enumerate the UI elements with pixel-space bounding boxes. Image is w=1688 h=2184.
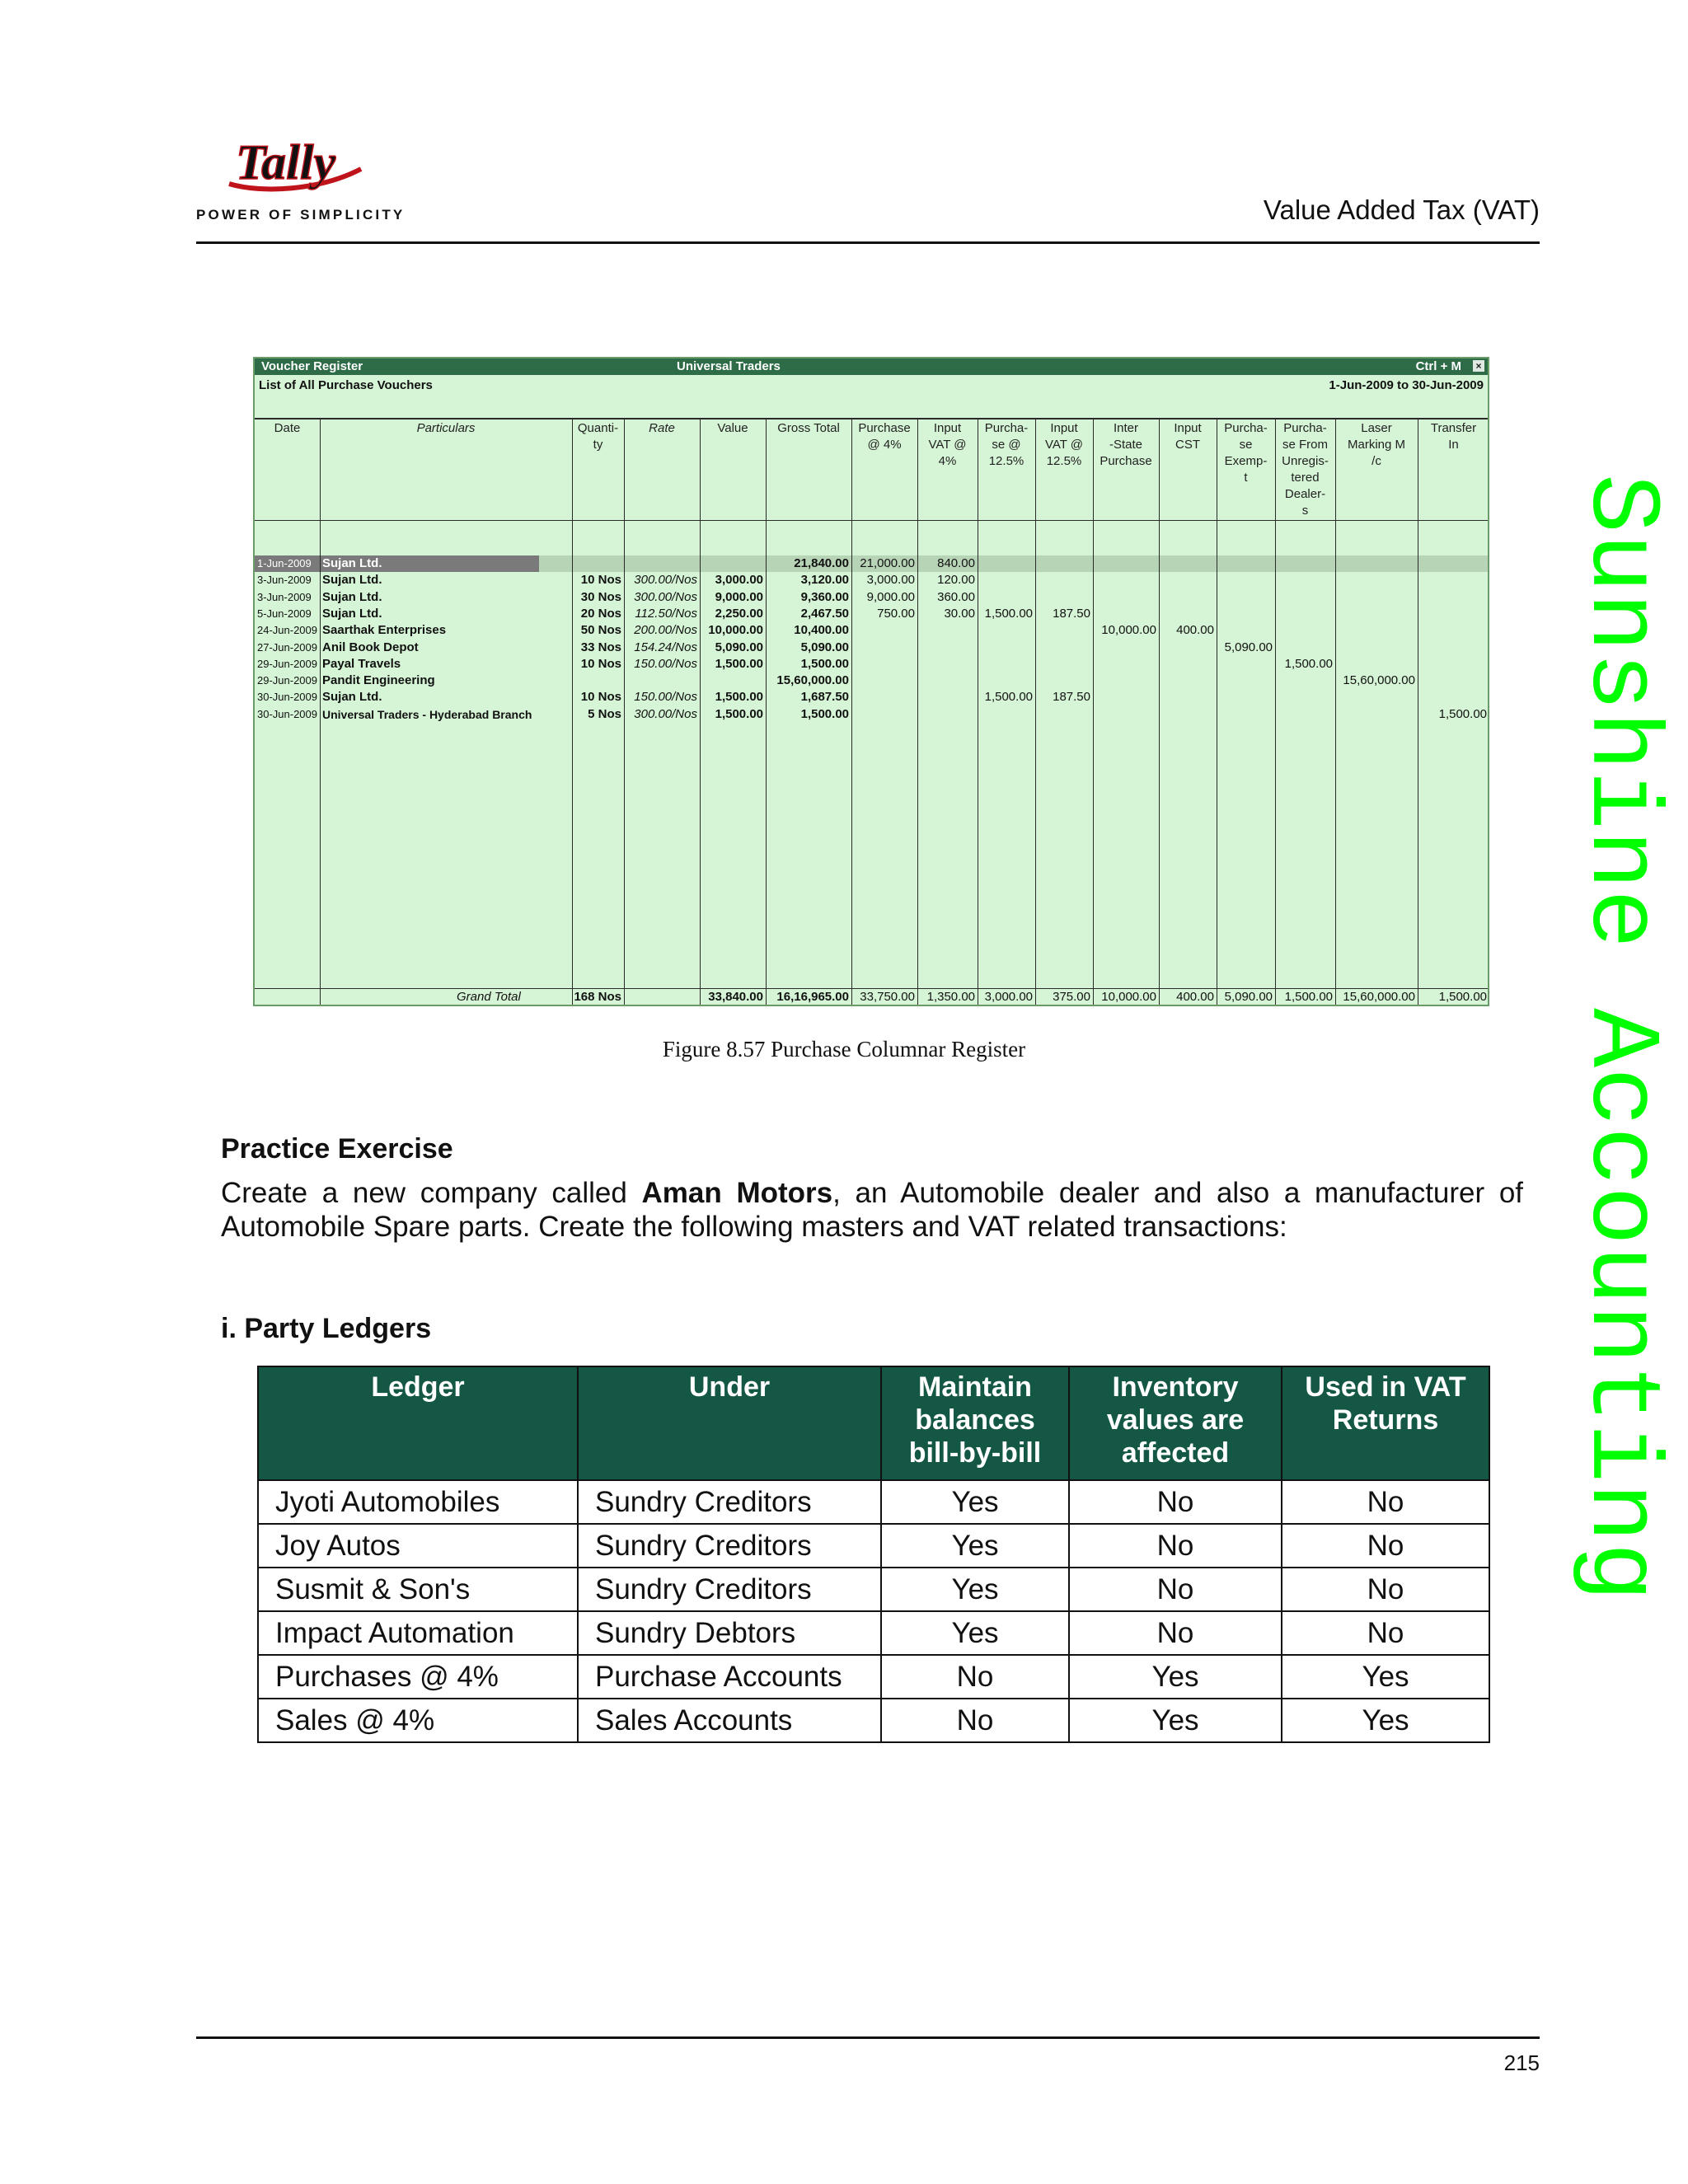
ledger-inventory: No	[1069, 1524, 1282, 1568]
ledger-bill-by-bill: No	[881, 1655, 1069, 1699]
grid-line	[255, 418, 1489, 419]
cell-qty: 5 Nos	[588, 706, 621, 721]
cell-rate: 300.00/Nos	[634, 589, 697, 604]
grid-line	[255, 520, 1489, 521]
cell-rate: 154.24/Nos	[634, 640, 697, 654]
subtitle-report: List of All Purchase Vouchers	[259, 378, 433, 392]
ledger-under: Sundry Creditors	[578, 1480, 881, 1524]
practice-title: Practice Exercise	[221, 1133, 453, 1165]
ledger-inventory: No	[1069, 1480, 1282, 1524]
ledger-bill-by-bill: Yes	[881, 1524, 1069, 1568]
header-rule	[196, 241, 1540, 244]
cell-v125: 187.50	[1053, 606, 1090, 621]
cell-v4: 360.00	[937, 589, 975, 604]
cell-date: 5-Jun-2009	[257, 607, 312, 620]
party-ledgers-title: i. Party Ledgers	[221, 1313, 432, 1344]
header-bill-by-bill: Maintain balances bill-by-bill	[881, 1366, 1069, 1480]
cell-p125: 1,500.00	[984, 606, 1033, 621]
grand-total-cst: 400.00	[1176, 990, 1214, 1004]
column-header: Purcha- se Exemp- t	[1224, 421, 1268, 485]
cell-particulars: Sujan Ltd.	[322, 556, 382, 570]
page-heading: Value Added Tax (VAT)	[1263, 194, 1540, 225]
grand-total-transfer: 1,500.00	[1438, 990, 1487, 1004]
figure-caption: Figure 8.57 Purchase Columnar Register	[662, 1037, 1026, 1062]
cell-rate: 300.00/Nos	[634, 573, 697, 588]
ledger-bill-by-bill: Yes	[881, 1568, 1069, 1611]
cell-value: 3,000.00	[715, 573, 763, 588]
column-header: Input VAT @ 4%	[928, 421, 967, 468]
title-shortcut: Ctrl + M	[1415, 359, 1461, 373]
table-row	[258, 1568, 1489, 1611]
grand-total-laser: 15,60,000.00	[1343, 990, 1415, 1004]
column-header: Laser Marking M /c	[1347, 421, 1405, 468]
cell-qty: 20 Nos	[580, 606, 621, 621]
grid-line	[1093, 418, 1094, 1006]
cell-qty: 10 Nos	[580, 656, 621, 671]
cell-date: 3-Jun-2009	[257, 590, 312, 603]
practice-body-suffix: , an Automobile dealer and also a manufacturer of Automobile Spare parts. Create the following masters and VAT related transactions:	[221, 1177, 1524, 1243]
cell-value: 1,500.00	[715, 690, 763, 705]
cell-rate: 150.00/Nos	[634, 656, 697, 671]
cell-laser: 15,60,000.00	[1343, 673, 1415, 688]
ledger-inventory: Yes	[1069, 1699, 1282, 1742]
grand-total-v4: 1,350.00	[926, 990, 975, 1004]
grand-total-value: 33,840.00	[708, 990, 763, 1004]
practice-body-prefix: Create a new company called	[221, 1177, 642, 1209]
grand-total-unreg: 1,500.00	[1284, 990, 1333, 1004]
ledger-vat: No	[1282, 1611, 1489, 1655]
title-company-name: Universal Traders	[677, 359, 781, 373]
cell-p4: 750.00	[877, 606, 915, 621]
cell-value: 1,500.00	[715, 656, 763, 671]
grid-line	[1159, 418, 1160, 1006]
ledger-under: Sundry Creditors	[578, 1568, 881, 1611]
page-number: 215	[1503, 2050, 1540, 2075]
cell-date: 29-Jun-2009	[257, 674, 317, 687]
cell-gross: 15,60,000.00	[776, 673, 849, 688]
ledger-under: Sundry Debtors	[578, 1611, 881, 1655]
cell-date: 1-Jun-2009	[257, 557, 312, 569]
column-header: Inter -State Purchase	[1100, 421, 1152, 468]
grid-line	[917, 418, 918, 1006]
cell-rate: 150.00/Nos	[634, 690, 697, 705]
cell-v4: 840.00	[937, 556, 975, 570]
ledger-name: Purchases @ 4%	[258, 1655, 578, 1699]
grand-total-v125: 375.00	[1053, 990, 1090, 1004]
tally-logo-mark	[196, 136, 394, 202]
cell-gross: 1,500.00	[800, 656, 849, 671]
ledger-vat: No	[1282, 1568, 1489, 1611]
cell-date: 30-Jun-2009	[257, 691, 317, 704]
practice-body	[221, 1176, 1523, 1244]
ledger-vat: No	[1282, 1524, 1489, 1568]
watermark: Sunshine Accounting	[1564, 474, 1676, 1602]
column-header: Purcha- se @ 12.5%	[984, 421, 1029, 468]
company-name: Aman Motors	[641, 1177, 833, 1209]
grand-total-p4: 33,750.00	[860, 990, 915, 1004]
column-header: Gross Total	[777, 421, 840, 435]
ledger-under: Purchase Accounts	[578, 1655, 881, 1699]
cell-rate: 112.50/Nos	[635, 606, 697, 621]
cell-date: 27-Jun-2009	[257, 640, 317, 654]
cell-date: 29-Jun-2009	[257, 657, 317, 670]
column-header: Input CST	[1174, 421, 1202, 452]
column-header: Particulars	[416, 421, 476, 435]
cell-particulars: Sujan Ltd.	[322, 690, 382, 705]
column-header: Input VAT @ 12.5%	[1044, 421, 1084, 468]
cell-gross: 1,687.50	[800, 690, 849, 705]
close-icon[interactable]: ×	[1473, 360, 1484, 372]
cell-gross: 21,840.00	[794, 556, 849, 570]
ledger-name: Sales @ 4%	[258, 1699, 578, 1742]
cell-v125: 187.50	[1053, 690, 1090, 705]
cell-value: 9,000.00	[715, 589, 763, 604]
grand-total-label: Grand Total	[457, 990, 521, 1004]
cell-v4: 120.00	[937, 573, 975, 588]
cell-particulars: Anil Book Depot	[322, 640, 419, 654]
column-header: Purcha- se From Unregis- tered Dealer- s	[1282, 421, 1329, 518]
cell-particulars: Sujan Ltd.	[322, 606, 382, 621]
cell-date: 24-Jun-2009	[257, 624, 317, 637]
ledger-under: Sundry Creditors	[578, 1524, 881, 1568]
subtitle-period: 1-Jun-2009 to 30-Jun-2009	[1329, 378, 1484, 392]
grid-line	[1335, 418, 1336, 1006]
cell-rate: 300.00/Nos	[634, 706, 697, 721]
ledger-name: Joy Autos	[258, 1524, 578, 1568]
grid-line	[320, 418, 321, 1006]
cell-qty: 10 Nos	[580, 573, 621, 588]
party-ledgers-table	[257, 1366, 1490, 1743]
cell-date: 3-Jun-2009	[257, 574, 312, 587]
cell-particulars: Saarthak Enterprises	[322, 623, 447, 638]
column-header: Value	[717, 421, 748, 435]
cell-value: 2,250.00	[715, 606, 763, 621]
cell-gross: 5,090.00	[800, 640, 849, 654]
header-inventory-affected: Inventory values are affected	[1069, 1366, 1282, 1480]
cell-qty: 50 Nos	[580, 623, 621, 638]
cell-particulars: Pandit Engineering	[322, 673, 435, 688]
cell-unreg: 1,500.00	[1284, 656, 1333, 671]
ledger-name: Impact Automation	[258, 1611, 578, 1655]
ledger-vat: Yes	[1282, 1655, 1489, 1699]
cell-value: 5,090.00	[715, 640, 763, 654]
cell-p125: 1,500.00	[984, 690, 1033, 705]
table-row	[258, 1611, 1489, 1655]
cell-gross: 1,500.00	[800, 706, 849, 721]
voucher-register-screenshot	[253, 357, 1489, 1006]
footer-rule	[196, 2036, 1540, 2039]
table-row	[258, 1699, 1489, 1742]
cell-value: 1,500.00	[715, 706, 763, 721]
header-used-in-vat: Used in VAT Returns	[1282, 1366, 1489, 1480]
ledger-under: Sales Accounts	[578, 1699, 881, 1742]
grand-total-inter: 10,000.00	[1101, 990, 1156, 1004]
header-ledger: Ledger	[258, 1366, 578, 1480]
grand-total-qty: 168 Nos	[574, 990, 621, 1004]
cell-p4: 3,000.00	[866, 573, 915, 588]
header-under: Under	[578, 1366, 881, 1480]
grand-total-gross: 16,16,965.00	[776, 990, 849, 1004]
grid-line	[851, 418, 852, 1006]
cell-date: 30-Jun-2009	[257, 707, 317, 720]
cell-qty: 10 Nos	[580, 690, 621, 705]
cell-particulars: Universal Traders - Hyderabad Branch	[322, 707, 532, 721]
cell-inter: 10,000.00	[1101, 623, 1156, 638]
grid-line	[1035, 418, 1036, 1006]
ledger-name: Susmit & Son's	[258, 1568, 578, 1611]
cell-transfer: 1,500.00	[1438, 706, 1487, 721]
cell-gross: 3,120.00	[800, 573, 849, 588]
cell-rate: 200.00/Nos	[634, 623, 697, 638]
ledger-inventory: Yes	[1069, 1655, 1282, 1699]
ledger-inventory: No	[1069, 1568, 1282, 1611]
column-header: Rate	[649, 421, 675, 435]
cell-qty: 30 Nos	[580, 589, 621, 604]
cell-gross: 9,360.00	[800, 589, 849, 604]
logo-tagline: POWER OF SIMPLICITY	[196, 207, 406, 223]
cell-exempt: 5,090.00	[1224, 640, 1273, 654]
cell-particulars: Sujan Ltd.	[322, 573, 382, 588]
ledger-vat: No	[1282, 1480, 1489, 1524]
table-row	[258, 1524, 1489, 1568]
cell-gross: 10,400.00	[794, 623, 849, 638]
cell-p4: 21,000.00	[860, 556, 915, 570]
cell-particulars: Sujan Ltd.	[322, 589, 382, 604]
cell-value: 10,000.00	[708, 623, 763, 638]
title-report-name: Voucher Register	[261, 359, 363, 373]
cell-qty: 33 Nos	[580, 640, 621, 654]
column-header: Purchase @ 4%	[858, 421, 911, 452]
cell-p4: 9,000.00	[866, 589, 915, 604]
column-header: Quanti- ty	[577, 421, 619, 452]
ledger-vat: Yes	[1282, 1699, 1489, 1742]
tally-logo	[196, 136, 406, 227]
ledger-name: Jyoti Automobiles	[258, 1480, 578, 1524]
cell-gross: 2,467.50	[800, 606, 849, 621]
ledger-table-header	[258, 1366, 1489, 1480]
cell-cst: 400.00	[1176, 623, 1214, 638]
ledger-bill-by-bill: No	[881, 1699, 1069, 1742]
cell-v4: 30.00	[944, 606, 975, 621]
column-header: Date	[274, 421, 301, 435]
column-header: Transfer In	[1430, 421, 1477, 452]
register-grid	[255, 359, 1488, 1005]
ledger-bill-by-bill: Yes	[881, 1611, 1069, 1655]
table-row	[258, 1655, 1489, 1699]
ledger-inventory: No	[1069, 1611, 1282, 1655]
ledger-bill-by-bill: Yes	[881, 1480, 1069, 1524]
cell-particulars: Payal Travels	[322, 656, 401, 671]
table-row	[258, 1480, 1489, 1524]
grand-total-p125: 3,000.00	[984, 990, 1033, 1004]
logo-wordmark: Tally	[236, 136, 336, 190]
grand-total-exempt: 5,090.00	[1224, 990, 1273, 1004]
